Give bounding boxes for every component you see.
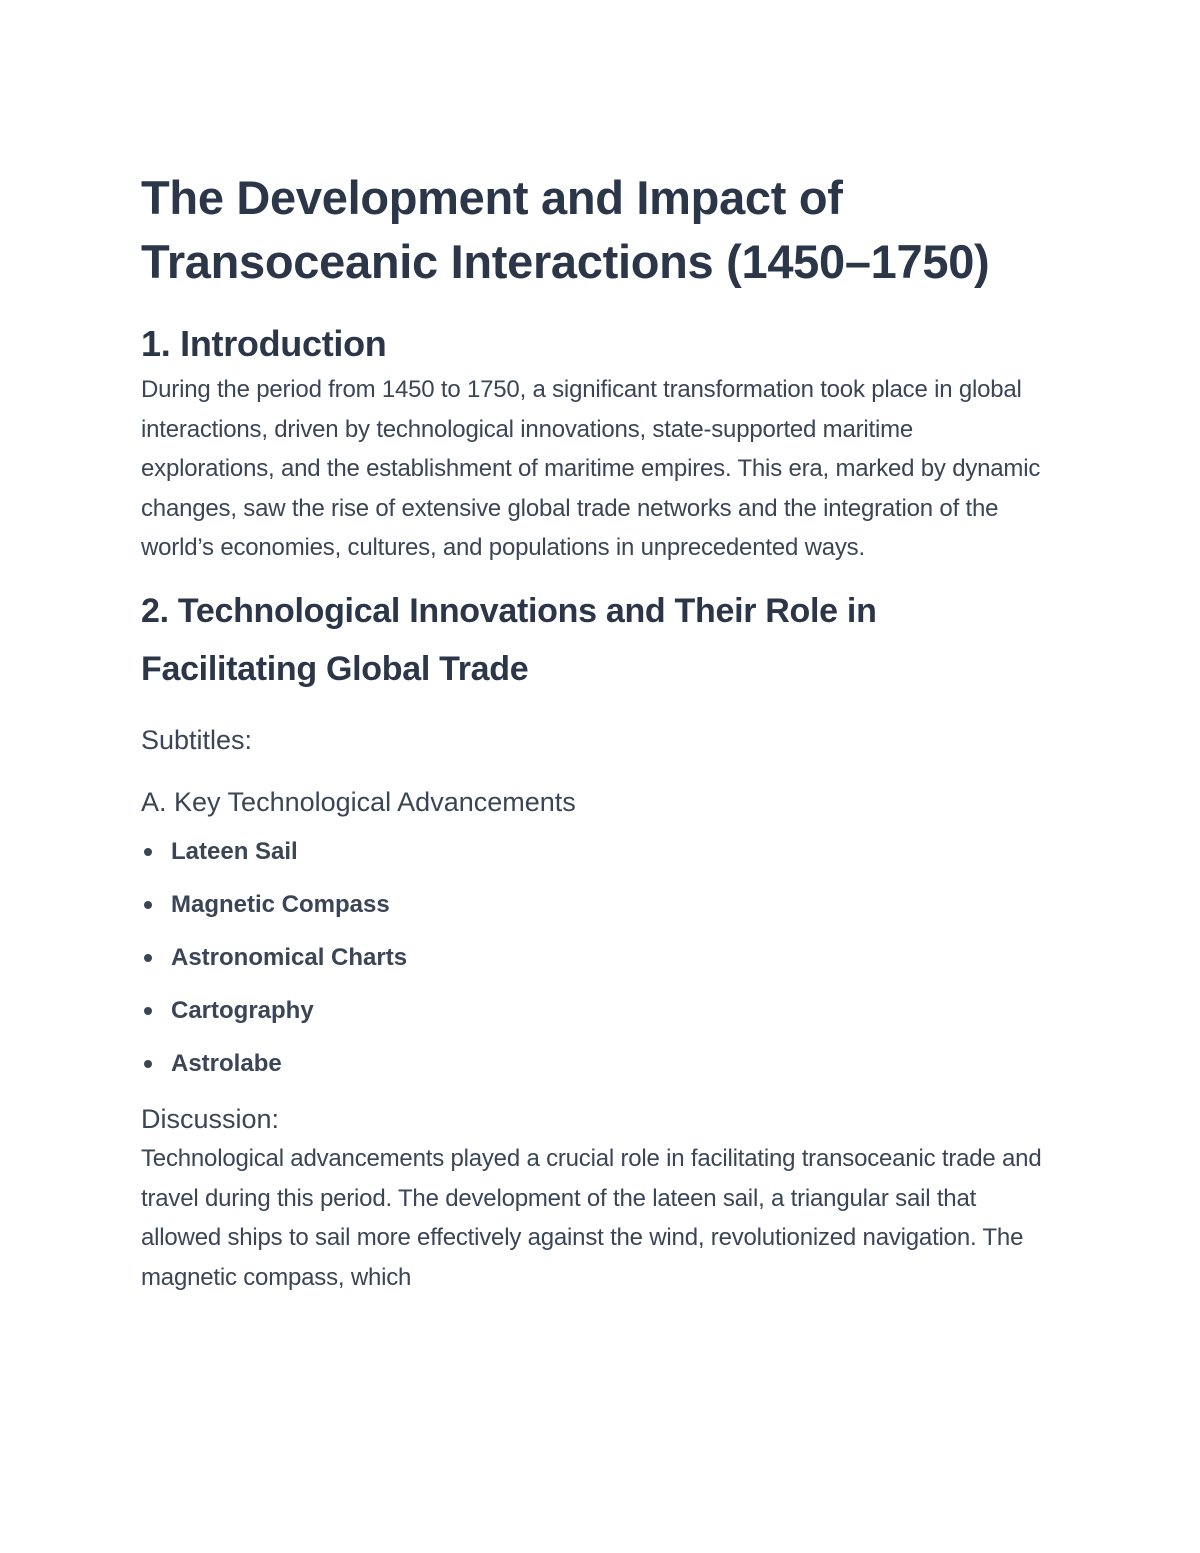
bullet-icon: [144, 954, 152, 962]
list-item: [141, 944, 1051, 972]
bullet-icon: [144, 1060, 152, 1068]
section-heading-technological-innovations: 2. Technological Innovations and Their Role in Facilitating Global Trade: [141, 591, 877, 688]
document-title: The Development and Impact of Transoceanic Interactions (1450–1750): [141, 171, 990, 288]
introduction-paragraph: During the period from 1450 to 1750, a significant transformation took place in global interactions, driven by technological innovations, state-supported maritime explorations, and the establishment of maritime empires. This era, marked by dynamic changes, saw the rise of extensive global trade networks and the integration of the world’s economies, cultures, and populations in unprecedented ways.: [141, 376, 1041, 562]
list-item: [141, 997, 1051, 1025]
discussion-label: Discussion:: [141, 1103, 280, 1134]
section-heading-introduction: 1. Introduction: [141, 323, 387, 364]
list-item: [141, 891, 1051, 919]
bullet-icon: [144, 848, 152, 856]
bullet-icon: [144, 901, 152, 909]
subtitles-label: Subtitles:: [141, 724, 253, 755]
subtitle-key-advancements: A. Key Technological Advancements: [141, 786, 576, 817]
document-page: [141, 166, 1051, 1297]
bullet-icon: [144, 1007, 152, 1015]
list-item: [141, 838, 1051, 866]
discussion-paragraph: Technological advancements played a crucial role in facilitating transoceanic trade and travel during this period. The development of the lateen sail, a triangular sail that allowed ships to sail more effectively against the wind, revolutionized navigation. The magnetic compass, which: [141, 1144, 1042, 1291]
list-item-label: Astronomical Charts: [171, 943, 408, 971]
list-item: [141, 1050, 1051, 1078]
advancements-list: [141, 838, 1051, 1078]
list-item-label: Astrolabe: [171, 1049, 282, 1077]
list-item-label: Magnetic Compass: [171, 890, 390, 918]
list-item-label: Cartography: [171, 996, 314, 1024]
list-item-label: Lateen Sail: [171, 837, 298, 865]
